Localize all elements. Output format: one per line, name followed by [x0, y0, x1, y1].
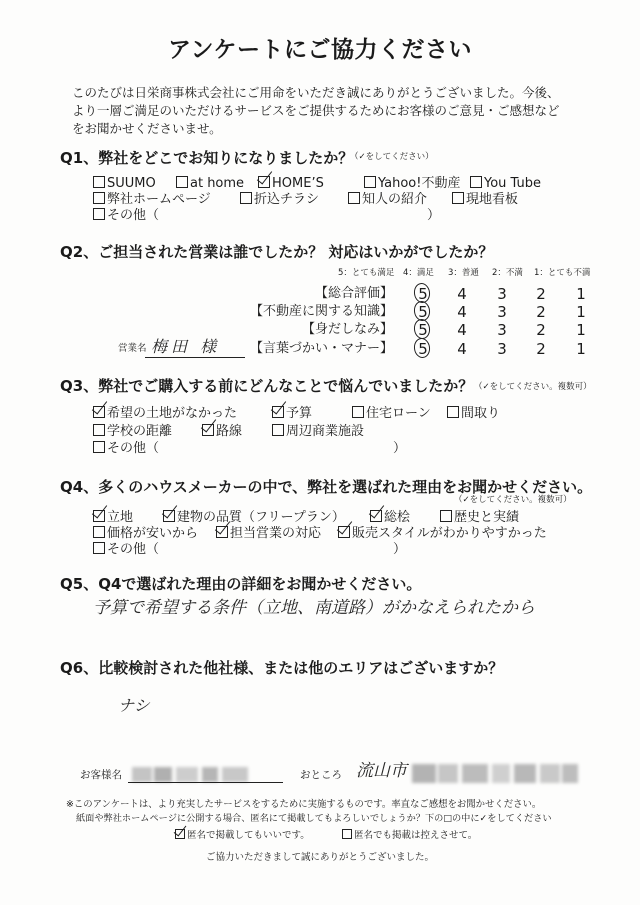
q1-note: （✓をしてください） [350, 152, 434, 162]
option-label: 弊社ホームページ [107, 192, 211, 207]
rating-choice[interactable]: 4 [457, 340, 467, 358]
option-floor-plan[interactable] [447, 406, 500, 422]
option-label: 建物の品質（フリープラン） [177, 510, 345, 525]
scale-legend-item: 3：普通 [448, 268, 479, 278]
option-label: 匿名でも掲載は控えさせて。 [354, 830, 478, 841]
checkbox-icon [352, 406, 364, 418]
option-label: 現地看板 [466, 192, 519, 207]
checkbox-icon [93, 406, 105, 418]
sales-rep-label: 営業名 [118, 343, 147, 354]
circle-mark-icon [413, 337, 432, 359]
checkbox-icon [93, 424, 105, 436]
rating-choice[interactable]: 4 [457, 285, 467, 303]
option-label: SUUMO [107, 176, 156, 191]
checkbox-icon [342, 829, 352, 839]
option-low-price[interactable] [93, 526, 198, 542]
option-other[interactable] [93, 542, 159, 558]
q2-question: Q2、ご担当された営業は誰でしたか？ 対応はいかがでしたか？ [60, 243, 494, 261]
check-mark-icon [92, 398, 107, 415]
checkbox-icon [272, 424, 284, 436]
consent-question: 紙面や弊社ホームページに公開する場合、匿名にて掲載してもよろしいでしょうか？下の□の中に✓をしてください [76, 813, 552, 824]
rating-label: 【身だしなみ】 [301, 322, 393, 337]
option-homes[interactable] [258, 176, 324, 192]
rating-choice[interactable]: 5 [413, 303, 433, 321]
intro-line: より一層ご満足のいただけるサービスをご提供するためにお客様のご意見・ご感想など [72, 103, 560, 118]
q3-question: Q3、弊社でご購入する前にどんなことで悩んでいましたか？ [60, 377, 474, 395]
checkbox-icon [93, 208, 105, 220]
notice-text: ※このアンケートは、より充実したサービスをするために実施するものです。率直なご感想をお聞かせください。 [66, 799, 542, 810]
option-label: 販売スタイルがわかりやすかった [352, 526, 547, 541]
option-label: Yahoo!不動産 [378, 176, 461, 191]
address-city[interactable]: 流山市 [356, 761, 407, 781]
scale-legend-item: 5：とても満足 [338, 268, 395, 278]
redacted-address [412, 764, 578, 783]
option-yahoo-fudosan[interactable] [364, 176, 460, 192]
option-referral[interactable] [348, 192, 427, 208]
other-close-paren: ） [393, 542, 407, 557]
checkbox-icon [470, 176, 482, 188]
rating-label: 【言葉づかい・マナー】 [249, 341, 393, 356]
q5-answer[interactable]: 予算で希望する条件（立地、南道路）がかなえられたから [93, 598, 535, 618]
other-close-paren: ） [393, 441, 407, 456]
option-location[interactable] [93, 510, 133, 526]
checkbox-icon [258, 176, 270, 188]
option-label: 総桧 [384, 510, 411, 525]
rating-choice[interactable]: 2 [536, 321, 546, 339]
intro-text [72, 84, 560, 138]
consent-option-anonymous-ok[interactable] [175, 829, 310, 842]
rating-choice[interactable]: 2 [536, 340, 546, 358]
option-label: at home [190, 176, 245, 191]
circle-mark-icon [413, 318, 432, 340]
rating-choice[interactable]: 2 [536, 303, 546, 321]
page-title: アンケートにご協力ください [167, 37, 473, 63]
address-label: おところ [300, 769, 342, 781]
option-label: You Tube [484, 176, 541, 191]
customer-name-underline [128, 782, 283, 783]
option-company-website[interactable] [93, 192, 211, 208]
rating-choice[interactable]: 1 [576, 321, 586, 339]
customer-name-label: お客様名 [80, 769, 122, 781]
rating-choice[interactable]: 2 [536, 285, 546, 303]
option-budget[interactable] [272, 406, 312, 422]
option-other[interactable] [93, 208, 159, 224]
option-label: HOME’S [272, 176, 324, 191]
checkbox-icon [202, 424, 214, 436]
rating-choice[interactable]: 1 [576, 340, 586, 358]
option-label: その他（ [107, 542, 160, 557]
q4-note: （✓をしてください。複数可） [454, 495, 572, 505]
option-label: 学校の距離 [107, 424, 173, 439]
checkbox-icon [93, 510, 105, 522]
checkbox-icon [216, 526, 228, 538]
option-school-distance[interactable] [93, 424, 172, 440]
checkbox-icon [163, 510, 175, 522]
checkbox-icon [93, 176, 105, 188]
option-label: 担当営業の対応 [230, 526, 322, 541]
option-label: その他（ [107, 441, 160, 456]
checkbox-icon [348, 192, 360, 204]
option-clear-sales-style[interactable] [338, 526, 547, 542]
rating-choice[interactable]: 3 [497, 303, 507, 321]
rating-choice[interactable]: 5 [413, 340, 433, 358]
scale-legend-item: 4：満足 [403, 268, 434, 278]
thanks-text: ご協力いただきまして誠にありがとうございました。 [205, 852, 434, 863]
intro-line: をお聞かせくださいませ。 [72, 121, 222, 136]
q1-question: Q1、弊社をどこでお知りになりましたか？ [60, 149, 354, 167]
rating-choice[interactable]: 1 [576, 303, 586, 321]
rating-choice[interactable]: 1 [576, 285, 586, 303]
option-label: その他（ [107, 208, 160, 223]
checkbox-icon [93, 526, 105, 538]
rating-choice[interactable]: 3 [497, 285, 507, 303]
rating-label: 【総合評価】 [314, 286, 393, 301]
option-suumo[interactable] [93, 176, 156, 192]
option-label: 間取り [461, 406, 501, 421]
checkbox-icon [272, 406, 284, 418]
checkbox-icon [440, 510, 452, 522]
option-at-home[interactable] [176, 176, 244, 192]
checkbox-icon [370, 510, 382, 522]
checkbox-icon [452, 192, 464, 204]
option-label: 周辺商業施設 [286, 424, 365, 439]
checkbox-icon [93, 441, 105, 453]
check-mark-icon [271, 398, 286, 415]
checkbox-icon [447, 406, 459, 418]
option-site-signboard[interactable] [452, 192, 518, 208]
option-building-quality[interactable] [163, 510, 345, 526]
option-other[interactable] [93, 441, 159, 457]
checkbox-icon [93, 542, 105, 554]
scale-legend-item: 1：とても不満 [534, 268, 591, 278]
rating-choice[interactable]: 3 [497, 340, 507, 358]
option-housing-loan[interactable] [352, 406, 431, 422]
rating-choice[interactable]: 5 [413, 321, 433, 339]
option-label: 価格が安いから [107, 526, 199, 541]
check-mark-icon [369, 502, 384, 519]
q6-answer[interactable]: ナシ [118, 696, 150, 715]
rating-choice[interactable]: 3 [497, 321, 507, 339]
check-mark-icon [162, 502, 177, 519]
option-all-hinoki[interactable] [370, 510, 410, 526]
intro-line: このたびは日栄商事株式会社にご用命をいただき誠にありがとうございました。今後、 [72, 85, 560, 100]
option-sales-rep-response[interactable] [216, 526, 321, 542]
checkbox-icon [364, 176, 376, 188]
checkbox-icon [93, 192, 105, 204]
checkbox-icon [338, 526, 350, 538]
redacted-customer-name [132, 767, 252, 782]
option-nearby-shops[interactable] [272, 424, 364, 440]
option-label: 折込チラシ [254, 192, 320, 207]
rating-choice[interactable]: 4 [457, 303, 467, 321]
other-close-paren: ） [427, 208, 441, 223]
option-train-line[interactable] [202, 424, 242, 440]
option-label: 歴史と実績 [454, 510, 520, 525]
checkbox-icon [176, 176, 188, 188]
option-label: 立地 [107, 510, 134, 525]
checkbox-icon [240, 192, 252, 204]
option-label: 希望の土地がなかった [107, 406, 238, 421]
option-label: 路線 [216, 424, 243, 439]
check-mark-icon [257, 168, 272, 185]
scale-legend-item: 2：不満 [492, 268, 523, 278]
rating-label: 【不動産に関する知識】 [249, 304, 393, 319]
checkbox-icon [175, 829, 185, 839]
rating-choice[interactable]: 5 [413, 285, 433, 303]
option-label: 匿名で掲載してもいいです。 [187, 830, 310, 841]
check-mark-icon [92, 502, 107, 519]
option-label: 予算 [286, 406, 313, 421]
rating-choice[interactable]: 4 [457, 321, 467, 339]
q3-note: （✓をしてください。複数可） [474, 382, 592, 392]
q4-question: Q4、多くのハウスメーカーの中で、弊社を選ばれた理由をお聞かせください。 [60, 478, 593, 496]
option-label: 住宅ローン [366, 406, 431, 421]
option-history-track-record[interactable] [440, 510, 519, 526]
q6-question: Q6、比較検討された他社様、または他のエリアはございますか？ [60, 659, 504, 677]
option-flyer[interactable] [240, 192, 319, 208]
option-label: 知人の紹介 [362, 192, 428, 207]
sales-rep-name[interactable]: 梅田 様 [151, 337, 221, 356]
option-youtube[interactable] [470, 176, 541, 192]
consent-option-decline[interactable] [342, 829, 477, 842]
q5-question: Q5、Q4で選ばれた理由の詳細をお聞かせください。 [60, 575, 422, 593]
